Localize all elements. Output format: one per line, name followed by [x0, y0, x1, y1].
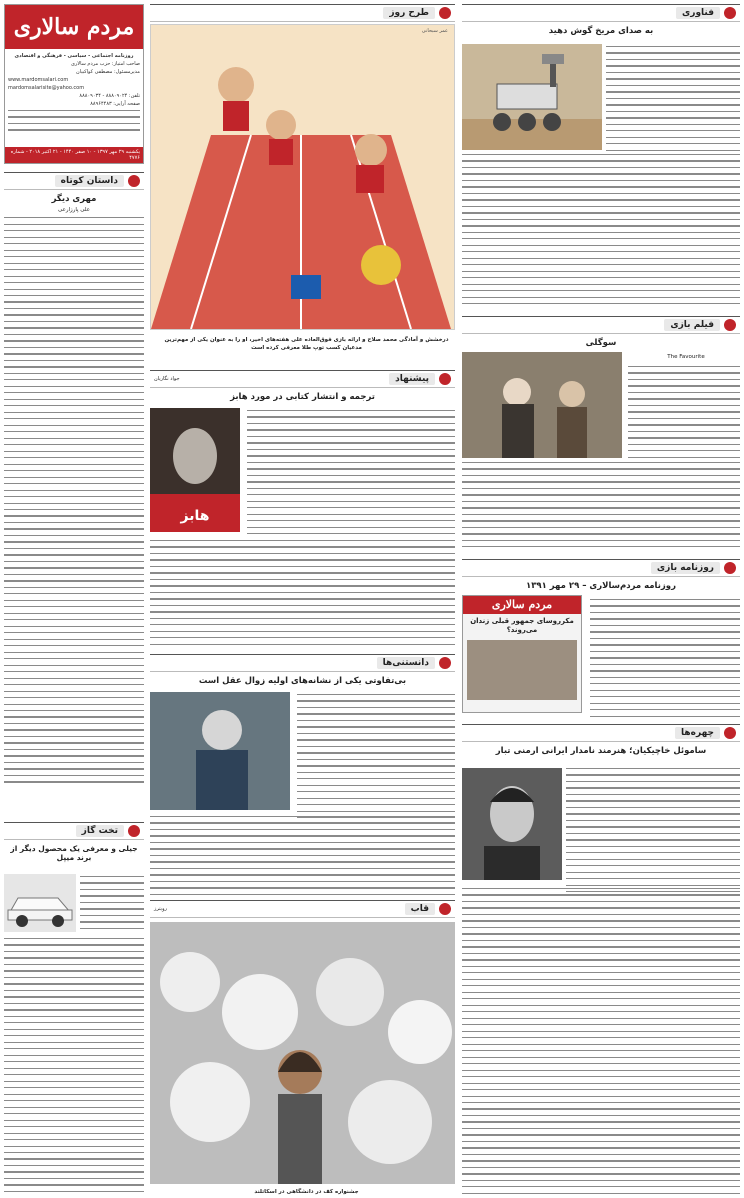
clip-headline: مکرروسای جمهور قبلی زندان می‌روند؟ [470, 617, 574, 635]
section-label: پیشنهاد [389, 373, 435, 385]
car-icon [4, 874, 76, 932]
health-text-a [297, 694, 455, 824]
story-text [4, 217, 144, 782]
books-text-a [247, 410, 455, 540]
section-label: قاب [405, 903, 435, 915]
masthead-layout: صفحه آرایی: ۸۸۹۶۴۴۸۳ [90, 101, 140, 107]
film-header [462, 316, 740, 334]
clip-photo [467, 640, 577, 700]
crowd-foam-icon [150, 922, 455, 1184]
science-text-a [606, 46, 740, 156]
film-text-a [628, 366, 740, 463]
books-author: جواد نگاریان [154, 376, 180, 382]
faces-text-a [566, 768, 740, 898]
health-photo [150, 692, 290, 810]
masthead-owner: صاحب امتیاز: حزب مردم سالاری [70, 61, 140, 67]
car-photo [4, 874, 76, 932]
cartoon-image [150, 24, 455, 330]
section-icon [128, 825, 140, 837]
story-section [4, 172, 144, 816]
newspaper-logo: مردم سالاری [5, 5, 143, 49]
section-icon [724, 319, 736, 331]
health-title: بی‌تفاوتی یکی از نشانه‌های اولیه زوال عقل است [198, 676, 407, 686]
section-icon [439, 373, 451, 385]
cars-header [4, 822, 144, 840]
film-movie-name: The Favourite [667, 354, 705, 360]
section-label: فناوری [676, 7, 720, 19]
faces-text-b [462, 888, 740, 1198]
section-label: فیلم بازی [664, 319, 720, 331]
books-title: ترجمه و انتشار کتابی در مورد هابز [230, 392, 375, 402]
masthead-date: یکشنبه ۲۹ مهر ۱۳۹۷ - ۱۰ صفر ۱۴۴۰ - ۲۱ اکتبر ۲۰۱۸ - شماره ۴۷۷۶ [5, 147, 143, 163]
health-text-b [150, 816, 455, 900]
photographer-credit: رویترز [154, 906, 167, 912]
archive-title: روزنامه مردم‌سالاری – ۲۹ مهر ۱۳۹۱ [526, 581, 676, 591]
archive-section [462, 559, 740, 719]
person-icon [462, 768, 562, 880]
masthead [4, 4, 144, 164]
cartoon-drawing-icon [151, 25, 454, 329]
masthead-email: mardomsalarisite@yahoo.com [8, 85, 85, 91]
section-label: طرح روز [383, 7, 435, 19]
book-cover-title: هابز [180, 508, 210, 524]
faces-title: ساموئل خاچیکیان؛ هنرمند نامدار ایرانی ارمنی تبار [495, 746, 707, 756]
film-title: سوگلی [585, 338, 617, 348]
newspaper-clip [462, 595, 582, 713]
cartoon-artist: عمر سبحانی [421, 28, 448, 34]
photo-header [150, 900, 455, 918]
section-icon [439, 657, 451, 669]
foam-festival-photo [150, 922, 455, 1184]
science-text-b [462, 154, 740, 310]
masthead-subtitle: روزنامه اجتماعی - سیاسی - فرهنگی و اقتصادی [14, 53, 134, 59]
cars-text-b [4, 938, 144, 1197]
clip-logo: مردم سالاری [463, 596, 581, 614]
cars-title: جیلی و معرفی یک محصول دیگر از برند میپل [10, 844, 138, 862]
photo-section [150, 900, 455, 1198]
masthead-phone: تلفن: ۸۸۸۰۹۰۲۴ - ۸۸۸۰۹۰۳۴ [79, 93, 140, 99]
section-icon [724, 727, 736, 739]
section-label: چهره‌ها [675, 727, 720, 739]
cars-section [4, 822, 144, 1198]
cars-text-a [80, 876, 144, 934]
section-label: داستان کوتاه [55, 175, 124, 187]
section-icon [128, 175, 140, 187]
masthead-editor: مدیرمسئول: مصطفی کواکبیان [76, 69, 140, 75]
faces-header [462, 724, 740, 742]
cartoon-header [150, 4, 455, 22]
health-section [150, 654, 455, 896]
masthead-text [5, 108, 143, 138]
film-still-photo [462, 352, 622, 458]
archive-text [590, 599, 740, 722]
books-section [150, 370, 455, 650]
story-title: مهری دیگر [51, 194, 97, 204]
cartoon-section [150, 4, 455, 366]
portrait-photo [462, 768, 562, 880]
science-section [462, 4, 740, 308]
movie-scene-icon [462, 352, 622, 458]
section-label: دانستنی‌ها [377, 657, 435, 669]
science-header [462, 4, 740, 22]
book-cover [150, 408, 240, 532]
faces-section [462, 724, 740, 1198]
health-header [150, 654, 455, 672]
section-icon [724, 7, 736, 19]
section-label: تخت گاز [76, 825, 124, 837]
rover-icon [462, 44, 602, 150]
film-section [462, 316, 740, 554]
books-header [150, 370, 455, 388]
section-icon [439, 7, 451, 19]
film-text-b [462, 462, 740, 553]
archive-header [462, 559, 740, 577]
story-author: علی پارزارعی [57, 207, 90, 214]
science-title: به صدای مریخ گوش دهید [548, 26, 654, 36]
books-text-b [150, 540, 455, 650]
masthead-website: www.mardomsalari.com [8, 77, 69, 83]
cartoon-caption: درخشش و آمادگی محمد صلاح و ارائه بازی فوق‌العاده علی هفته‌های اخیر، او را به عنوان یکی از مهم‌ترین مدعیان کسب توپ طلا معرفی کرده است [164, 337, 449, 351]
section-icon [724, 562, 736, 574]
section-icon [439, 903, 451, 915]
mars-rover-photo [462, 44, 602, 150]
photo-caption: جشنواره کف در دانشگاهی در اسکاتلند [254, 1189, 359, 1195]
story-header [4, 172, 144, 190]
section-label: روزنامه بازی [651, 562, 720, 574]
elderly-person-icon [150, 692, 290, 810]
